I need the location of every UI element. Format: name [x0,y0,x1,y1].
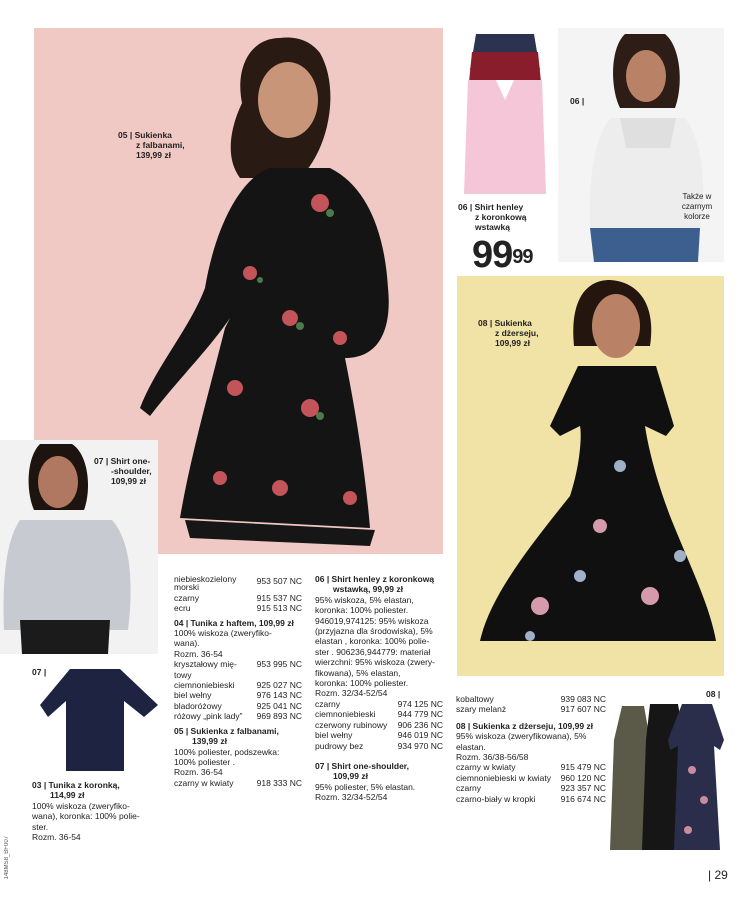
color-code: 944 779 NC [397,709,443,720]
color-name: ecru [174,603,191,614]
color-code: 925 041 NC [256,700,302,711]
dress-08-line: elastan. [456,741,486,752]
tunic-03-price: 114,99 zł [50,790,85,801]
dress-08-line: Rozm. 36/38-56/58 [456,752,529,763]
color-row [174,659,302,669]
tunic-03-line: Rozm. 36-54 [32,832,81,843]
color-row [456,794,606,804]
henley-price-cents: 99 [512,246,533,268]
also-line2: czarnym [681,202,713,211]
tunic-04-title: 04 | Tunika z haftem, 109,99 zł [174,617,294,628]
color-name: kobaltowy [456,694,494,704]
color-row [456,773,606,783]
henley-line: 946019,974125: 95% wiskoza [315,615,429,626]
label-07-name: Shirt one- [110,456,151,466]
dress-05-model-image [130,28,430,554]
color-row [315,730,443,740]
color-code: 906 236 NC [397,719,443,730]
catalog-code: 148MS8_BF007 [4,836,10,880]
label-05 [118,130,185,160]
col-right-text [315,574,443,803]
dress-05-title: 05 | Sukienka z falbanami, [174,725,279,736]
color-name: morski [174,582,200,593]
col-far-text [456,694,606,804]
color-name: czarny w kwiaty [456,762,516,773]
label-08-line2: z dżerseju, [495,328,539,338]
dress-05-price: 139,99 zł [192,736,227,747]
dress-08-title: 08 | Sukienka z dżerseju, 109,99 zł [456,720,594,731]
color-name: czarny [315,698,341,709]
shirt-07-title: 07 | Shirt one-shoulder, [315,760,410,771]
henley-06-title2: wstawką, 99,99 zł [333,584,403,595]
henley-line: ster . 906236,944779: materiał [315,646,431,657]
color-code: 934 970 NC [397,740,443,751]
tunic-03-line: wana), koronka: 100% polie- [32,811,140,822]
color-row [174,711,302,721]
color-code: 969 893 NC [256,711,302,722]
color-code: 918 333 NC [256,777,302,788]
color-code: 953 995 NC [256,659,302,670]
color-name: czarno-biały w kropki [456,793,536,804]
tunic-04-line: Rozm. 36-54 [174,648,223,659]
label-08-small-num: 08 [706,689,716,699]
color-row [315,720,443,730]
color-code: 925 027 NC [256,680,302,691]
color-row [456,704,606,714]
tunic-03-line: 100% wiskoza (zweryfiko- [32,800,130,811]
henley-model-image [580,28,720,262]
label-06-line3: wstawką [475,222,510,232]
label-06-line2: z koronkową [475,212,527,222]
henley-line: elastan , koronka: 100% polie- [315,636,430,647]
color-row [456,762,606,772]
henley-line: koronka: 100% poliester. [315,678,409,689]
color-code: 946 019 NC [397,730,443,741]
label-06-name: Shirt henley [474,202,524,212]
tunic-04-line: 100% wiskoza (zweryfiko- [174,628,272,639]
color-code: 976 143 NC [256,690,302,701]
color-row [456,694,606,704]
color-code: 917 607 NC [560,704,606,715]
color-name: ciemnoniebieski [174,680,235,691]
color-name: czerwony rubinowy [315,719,388,730]
color-code: 915 537 NC [256,592,302,603]
color-code: 916 674 NC [560,793,606,804]
shirt-07-product-image [40,665,160,775]
label-05-price: 139,99 zł [136,150,171,160]
henley-price-main: 99 [472,234,513,276]
color-row [456,783,606,793]
color-code: 974 125 NC [397,698,443,709]
henley-line: (przyjazna dla środowiska), 5% [315,626,433,637]
dress-05-line: 100% poliester, podszewka: [174,746,280,757]
shirt-07-line: 95% poliester, 5% elastan. [315,781,416,792]
dress-08-product-images [604,700,728,852]
henley-line: koronka: 100% poliester. [315,605,409,616]
color-code: 953 507 NC [256,576,302,587]
label-07-line2: -shoulder, [111,466,152,476]
color-row [174,603,302,613]
label-06: 06 | Shirt henley z koronkową wstawką [458,202,527,232]
label-08-small: 08 | [706,689,721,699]
dress-05-line: Rozm. 36-54 [174,767,223,778]
label-07: 07 | Shirt one- -shoulder, 109,99 zł [94,456,152,486]
shirt-07-line: Rozm. 32/34-52/54 [315,792,388,803]
color-row [315,699,443,709]
label-08-name: Sukienka [494,318,532,328]
color-row [174,670,302,680]
henley-line: wierzchni: 95% wiskoza (zwery- [315,657,435,668]
color-code: 939 083 NC [560,694,606,704]
label-07-small: 07 | [32,667,47,677]
label-07-price: 109,99 zł [111,476,146,486]
henley-line: Rozm. 32/34-52/54 [315,688,388,699]
label-05-num: 05 [118,130,128,140]
color-name: czarny [456,783,482,794]
color-row [174,593,302,603]
label-08: 08 | Sukienka z dżerseju, 109,99 zł [478,318,539,348]
henley-price [472,236,533,274]
col-left-text [32,780,157,842]
color-name: biel wełny [315,730,353,741]
color-name: niebieskozielony [174,574,237,584]
label-06-small: 06 | [570,96,585,106]
label-06-small-num: 06 [570,96,580,106]
henley-06-title: 06 | Shirt henley z koronkową [315,574,435,584]
color-row [174,680,302,690]
label-05-line1: 05 | Sukienka [118,130,172,140]
color-row [174,701,302,711]
tunic-03-title: 03 | Tunika z koronką, [32,780,120,790]
color-code: 923 357 NC [560,783,606,794]
color-row [315,709,443,719]
color-name: szary melanż [456,704,507,715]
color-name: czarny w kwiaty [174,777,234,788]
color-code: 915 513 NC [256,603,302,614]
also-line3: kolorze [684,212,710,221]
label-07-num: 07 [94,456,104,466]
label-08-num: 08 [478,318,488,328]
label-06-num: 06 [458,202,468,212]
also-line1: Także w [682,192,712,201]
color-name: ciemnoniebieski w kwiaty [456,772,551,783]
color-row [174,778,302,788]
col-mid-text [174,574,302,788]
color-name: kryształowy mię- [174,659,237,670]
dress-08-line: 95% wiskoza (zweryfikowana), 5% [456,731,587,742]
color-name: czarny [174,592,200,603]
color-name: różowy „pink lady” [174,711,243,722]
label-08-price: 109,99 zł [495,338,530,348]
henley-line: fikowana), 5% elastan, [315,667,401,678]
color-name: towy [174,669,192,680]
henley-line: 95% wiskoza, 5% elastan, [315,594,414,605]
color-name: bladoróżowy [174,700,222,711]
henley-also-in-black [680,192,714,222]
color-code: 915 479 NC [560,762,606,773]
color-row [315,741,443,751]
label-05-line2: z falbanami, [136,140,185,150]
dress-05-line: 100% poliester . [174,756,235,767]
tunic-03-line: ster. [32,821,49,832]
color-name: biel wełny [174,690,212,701]
label-07-small-num: 07 [32,667,42,677]
tunic-04-line: wana). [174,638,200,649]
henley-shirts-stack-image [462,30,548,198]
color-name: pudrowy bez [315,740,364,751]
color-row [174,690,302,700]
shirt-07-price: 109,99 zł [333,771,368,782]
page-number: | 29 [708,868,728,882]
color-name: ciemnoniebieski [315,709,376,720]
label-05-name: Sukienka [134,130,172,140]
color-code: 960 120 NC [560,772,606,783]
